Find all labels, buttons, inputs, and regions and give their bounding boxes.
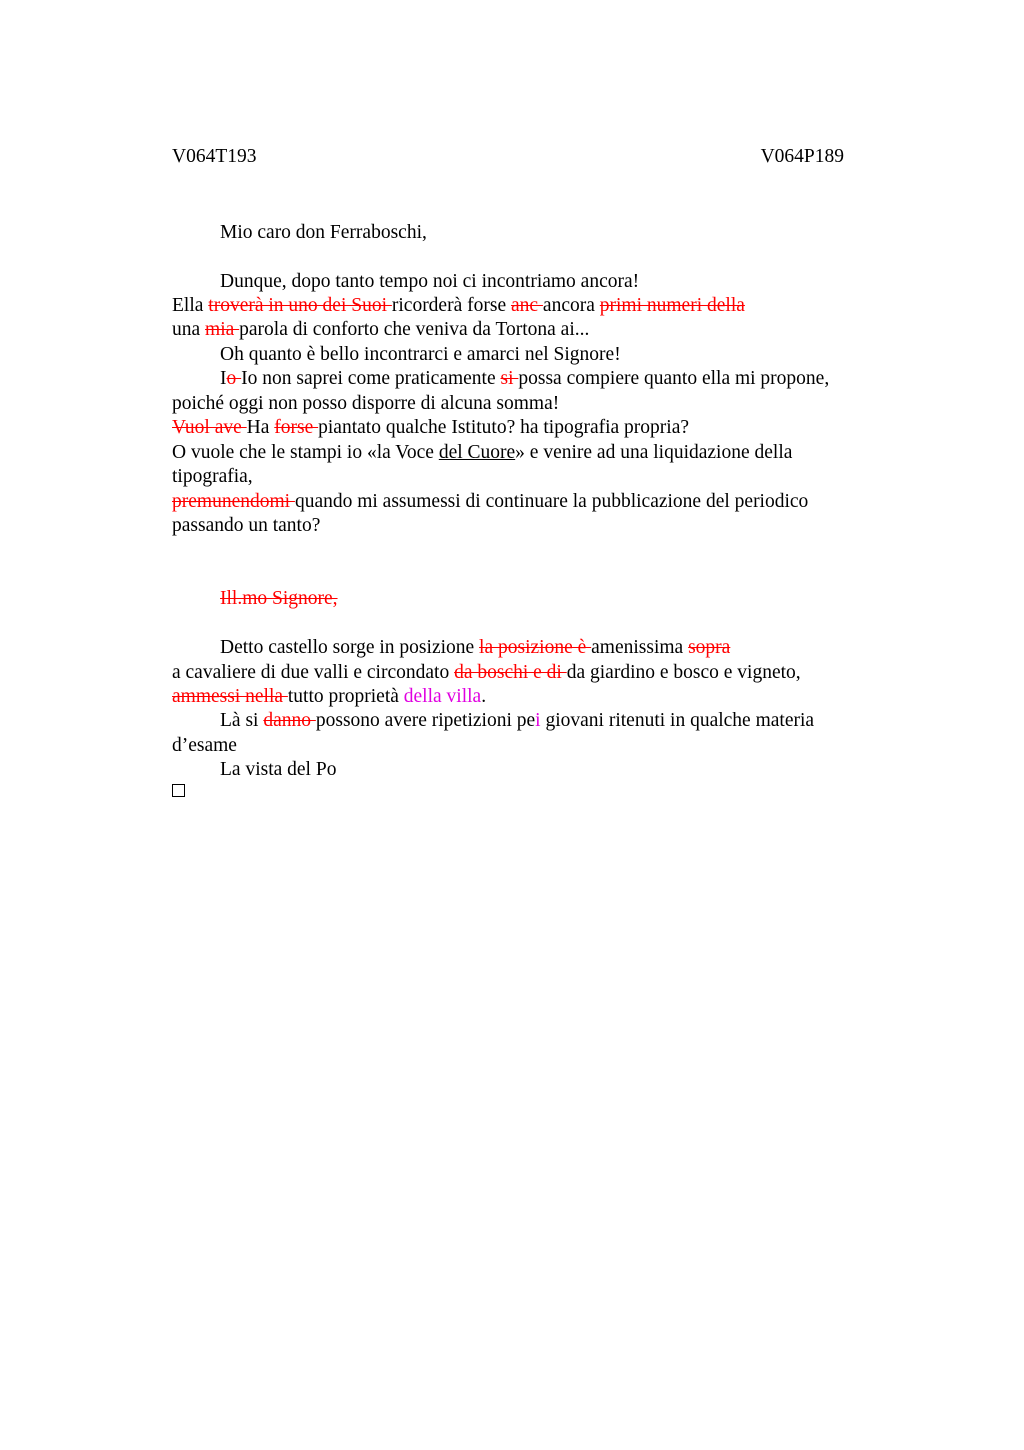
letter1-line-3 (172, 318, 589, 342)
inserted-text: della villa (403, 686, 482, 707)
letter1-line-8 (172, 441, 792, 465)
text: piantato qualche Istituto? ha tipografia propria? (318, 417, 690, 438)
checkbox-icon (172, 784, 185, 797)
letter1-line-4: Oh quanto è bello incontrarci e amarci nel Signore! (220, 344, 621, 365)
deleted-text: si (500, 368, 519, 389)
deleted-text: forse (274, 417, 319, 438)
text: Là si (220, 710, 264, 731)
deleted-text: troverà in uno dei Suoi (208, 295, 392, 316)
deleted-text: primi numeri della (599, 295, 745, 316)
page-header (172, 146, 844, 170)
letter1-line-7 (172, 416, 689, 440)
text: da giardino e bosco e vigneto, (566, 662, 801, 683)
letter2-line-5: d’esame (172, 735, 237, 756)
text: una (172, 319, 206, 340)
letter1-line-11: passando un tanto? (172, 515, 321, 536)
letter2-line-1 (220, 636, 730, 660)
deleted-text: mia (205, 319, 240, 340)
letter1-line-6: poiché oggi non posso disporre di alcuna somma! (172, 393, 560, 414)
letter2-deleted-salutation: Ill.mo Signore, (220, 588, 338, 609)
text: ricorderà forse (391, 295, 511, 316)
deleted-text: sopra (688, 637, 731, 658)
deleted-text: ammessi nella (172, 686, 288, 707)
letter2-line-6: La vista del Po (220, 759, 337, 780)
text: tutto proprietà (287, 686, 404, 707)
text: giovani ritenuti in qualche materia (540, 710, 815, 731)
text: parola di conforto che veniva da Tortona ai... (239, 319, 590, 340)
text: . (481, 686, 487, 707)
text: O vuole che le stampi io «la Voce (172, 442, 439, 463)
letter1-line-2 (172, 294, 745, 318)
deleted-text: da boschi e di (454, 662, 567, 683)
deleted-text: danno (263, 710, 316, 731)
deleted-text: premunendomi (172, 491, 295, 512)
letter2-line-3 (172, 685, 486, 709)
text: quando mi assumessi di continuare la pubblicazione del periodico (294, 491, 809, 512)
text: amenissima (591, 637, 689, 658)
letter1-line-10 (172, 490, 808, 514)
text: I (220, 368, 227, 389)
deleted-text: la posizione è (479, 637, 592, 658)
text: Io non saprei come praticamente (241, 368, 501, 389)
text: » e venire ad una liquidazione della (515, 442, 793, 463)
text: a cavaliere di due valli e circondato (172, 662, 455, 683)
text: Ella (172, 295, 209, 316)
letter2-line-4 (220, 709, 814, 733)
text: ancora (542, 295, 600, 316)
deleted-text: anc (510, 295, 543, 316)
letter1-line-9: tipografia, (172, 466, 253, 487)
letter1-salutation: Mio caro don Ferraboschi, (220, 222, 427, 243)
text: possono avere ripetizioni pe (315, 710, 536, 731)
letter1-line-5 (220, 367, 829, 391)
underlined-text: del Cuore (438, 442, 516, 463)
document-code-left: V064T193 (172, 146, 257, 167)
letter2-line-2 (172, 661, 801, 685)
letter1-line-1: Dunque, dopo tanto tempo noi ci incontriamo ancora! (220, 271, 640, 292)
document-code-right: V064P189 (760, 146, 844, 167)
inserted-text: i (535, 710, 541, 731)
text: Detto castello sorge in posizione (220, 637, 480, 658)
deleted-text: o (226, 368, 242, 389)
text: possa compiere quanto ella mi propone, (518, 368, 830, 389)
deleted-text: Vuol ave (172, 417, 247, 438)
text: Ha (246, 417, 275, 438)
